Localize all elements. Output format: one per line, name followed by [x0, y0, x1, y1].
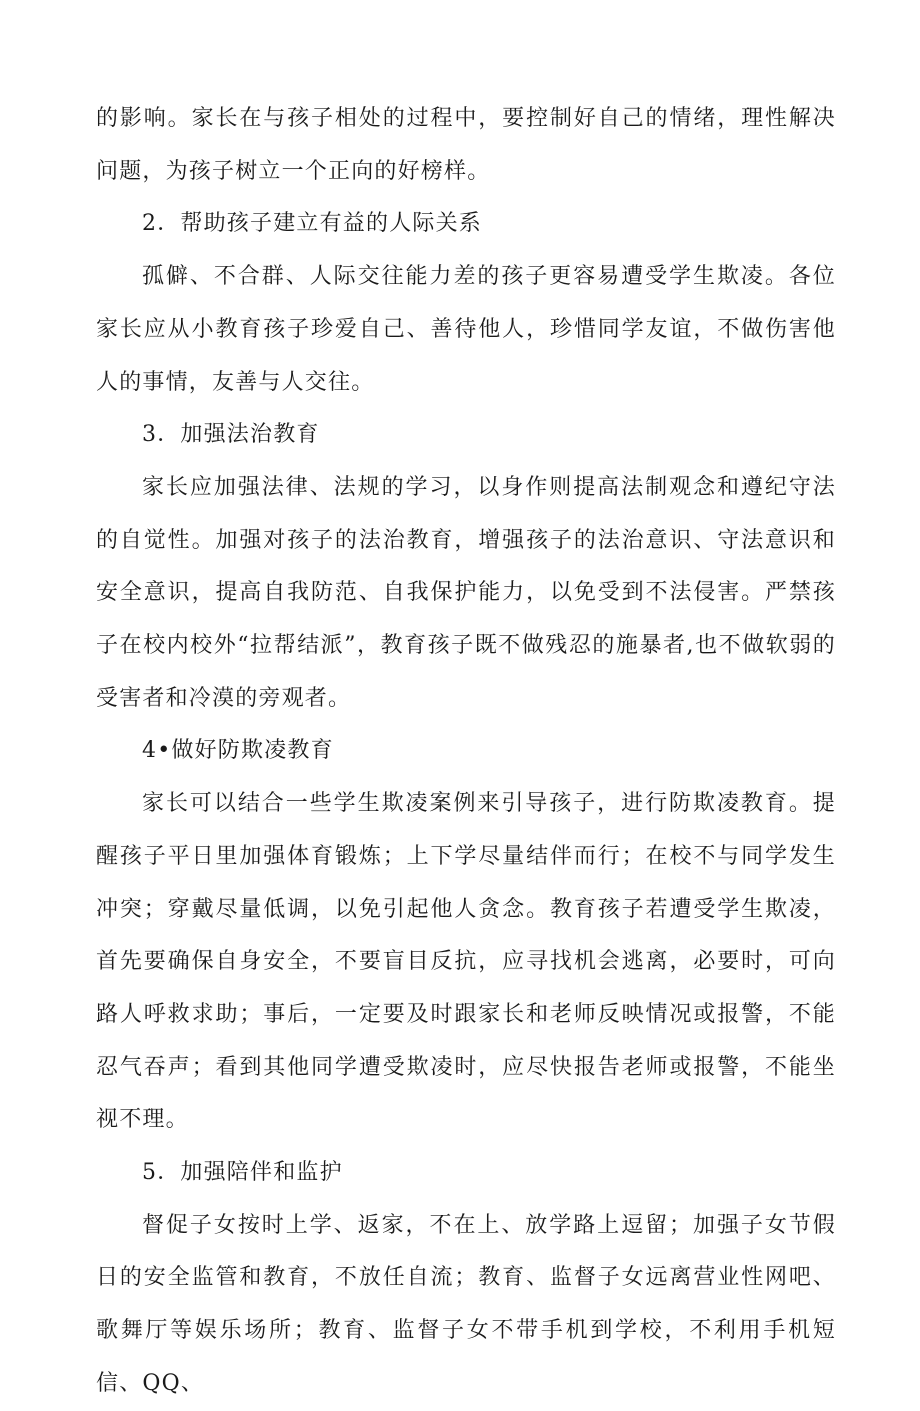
section-heading-5: 5．加强陪伴和监护 — [142, 1160, 343, 1186]
paragraph-section-3: 家长应加强法律、法规的学习，以身作则提高法制观念和遵纪守法的自觉性。加强对孩子的法治教育，增强孩子的法治意识、守法意识和安全意识，提高自我防范、自我保护能力，以免受到不法侵害。严禁孩子在校内校外“拉帮结派”，教育孩子既不做残忍的施暴者,也不做软弱的受害者和冷漠的旁观者。 — [96, 474, 836, 711]
paragraph-section-5: 督促子女按时上学、返家，不在上、放学路上逗留；加强子女节假日的安全监管和教育，不放任自流；教育、监督子女远离营业性网吧、歌舞厅等娱乐场所；教育、监督子女不带手机到学校，不利用手机短信、QQ、 — [96, 1212, 836, 1396]
document-page — [96, 93, 836, 1411]
paragraph-section-2: 孤僻、不合群、人际交往能力差的孩子更容易遭受学生欺凌。各位家长应从小教育孩子珍爱自己、善待他人，珍惜同学友谊，不做伤害他人的事情，友善与人交往。 — [96, 264, 836, 395]
section-heading-2: 2．帮助孩子建立有益的人际关系 — [142, 211, 482, 237]
paragraph-intro-continuation: 的影响。家长在与孩子相处的过程中，要控制好自己的情绪，理性解决问题，为孩子树立一个正向的好榜样。 — [96, 106, 836, 184]
section-heading-4: 4•做好防欺凌教育 — [142, 738, 334, 764]
section-heading-3: 3．加强法治教育 — [142, 422, 320, 448]
paragraph-section-4: 家长可以结合一些学生欺凌案例来引导孩子，进行防欺凌教育。提醒孩子平日里加强体育锻炼；上下学尽量结伴而行；在校不与同学发生冲突；穿戴尽量低调，以免引起他人贪念。教育孩子若遭受学生欺凌，首先要确保自身安全，不要盲目反抗，应寻找机会逃离，必要时，可向路人呼救求助；事后，一定要及时跟家长和老师反映情况或报警，不能忍气吞声；看到其他同学遭受欺凌时，应尽快报告老师或报警，不能坐视不理。 — [96, 791, 836, 1133]
